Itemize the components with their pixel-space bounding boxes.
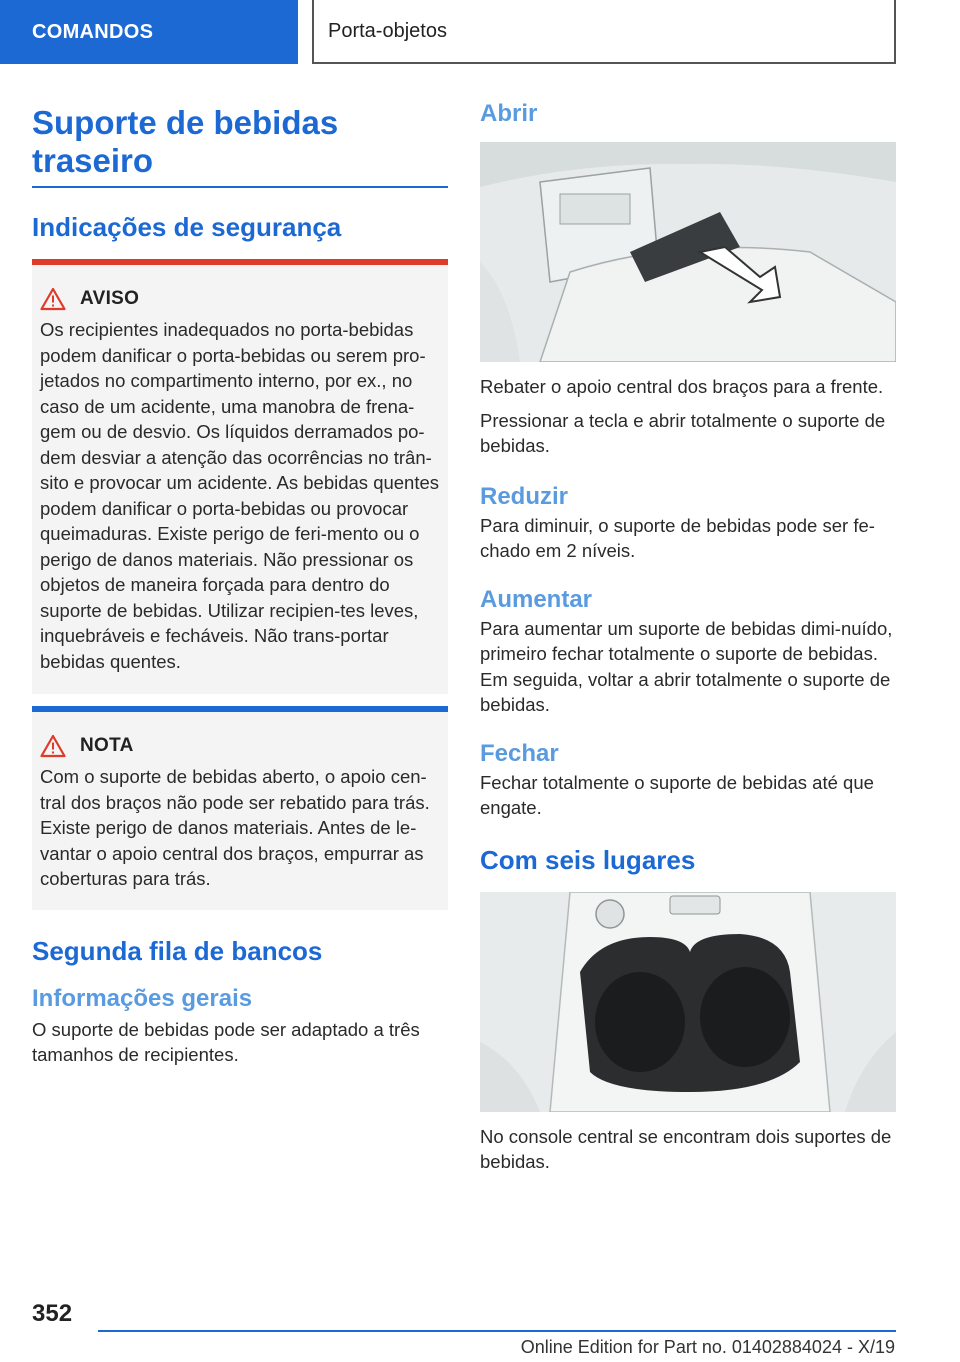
second-row-heading: Segunda fila de bancos <box>32 935 323 966</box>
caution-triangle-icon <box>40 734 66 758</box>
six-seats-heading: Com seis lugares <box>480 844 696 875</box>
page-number: 352 <box>32 1300 73 1327</box>
close-text: Fechar totalmente o suporte de bebidas até que engate. <box>480 771 874 818</box>
note-text: Com o suporte de bebidas aberto, o apoio cen-tral dos braços não pode ser rebatido para trás. Existe perigo de danos materiais. Antes de le-vantar o apoio central dos braços, empurrar as coberturas para trás. <box>40 766 430 889</box>
chapter-tab: COMANDOS <box>0 0 298 64</box>
reduce-heading: Reduzir <box>480 482 569 510</box>
cupholder-illustration <box>480 892 896 1112</box>
armrest-illustration <box>480 142 896 362</box>
note-box <box>32 706 448 910</box>
general-info-text: O suporte de bebidas pode ser adaptado a três tamanhos de recipientes. <box>32 1018 420 1065</box>
warning-text: Os recipientes inadequados no porta-bebidas podem danificar o porta-bebidas ou serem pro-jetados no compartimento interno, por ex., no caso de um acidente, uma manobra de frena-gem ou de desvio. Os líquidos derramados po-dem desviar a atenção das ocorrências no trân-sito e provocar um acidente. As bebidas quentes podem danificar o porta-bebidas ou provocar queimaduras. Existe perigo de feri-mento ou o perigo de danos materiais. Não pressionar os objetos de maneira forçada para dentro do suporte de bebidas. Utilizar recipien-tes leves, inquebráveis e fecháveis. Não trans-portar bebidas quentes. <box>40 319 440 672</box>
safety-heading: Indicações de segurança <box>32 212 342 242</box>
open-heading: Abrir <box>480 100 538 127</box>
reduce-text: Para diminuir, o suporte de bebidas pode ser fe-chado em 2 níveis. <box>480 514 875 561</box>
footer-divider <box>98 1330 896 1332</box>
page-title: Suporte de bebidas traseiro <box>32 104 448 188</box>
increase-heading: Aumentar <box>480 585 593 613</box>
left-column <box>32 104 448 1068</box>
section-title: Porta-objetos <box>312 0 896 64</box>
increase-text: Para aumentar um suporte de bebidas dimi-nuído, primeiro fechar totalmente o suporte de bebidas. Em seguida, voltar a abrir totalmente o suporte de bebidas. <box>480 617 893 715</box>
open-step-2: Pressionar a tecla e abrir totalmente o suporte de bebidas. <box>480 409 886 456</box>
close-heading: Fechar <box>480 739 559 767</box>
warning-triangle-icon <box>40 287 66 311</box>
warning-box <box>32 259 448 694</box>
general-info-heading: Informações gerais <box>32 984 253 1012</box>
right-column <box>480 100 896 1175</box>
six-seats-text: No console central se encontram dois suportes de bebidas. <box>480 1125 892 1172</box>
footer-edition: Online Edition for Part no. 01402884024 - X/19 <box>520 1337 895 1357</box>
open-step-1: Rebater o apoio central dos braços para a frente. <box>480 376 884 397</box>
warning-label: AVISO <box>80 288 140 309</box>
note-label: NOTA <box>80 735 134 756</box>
